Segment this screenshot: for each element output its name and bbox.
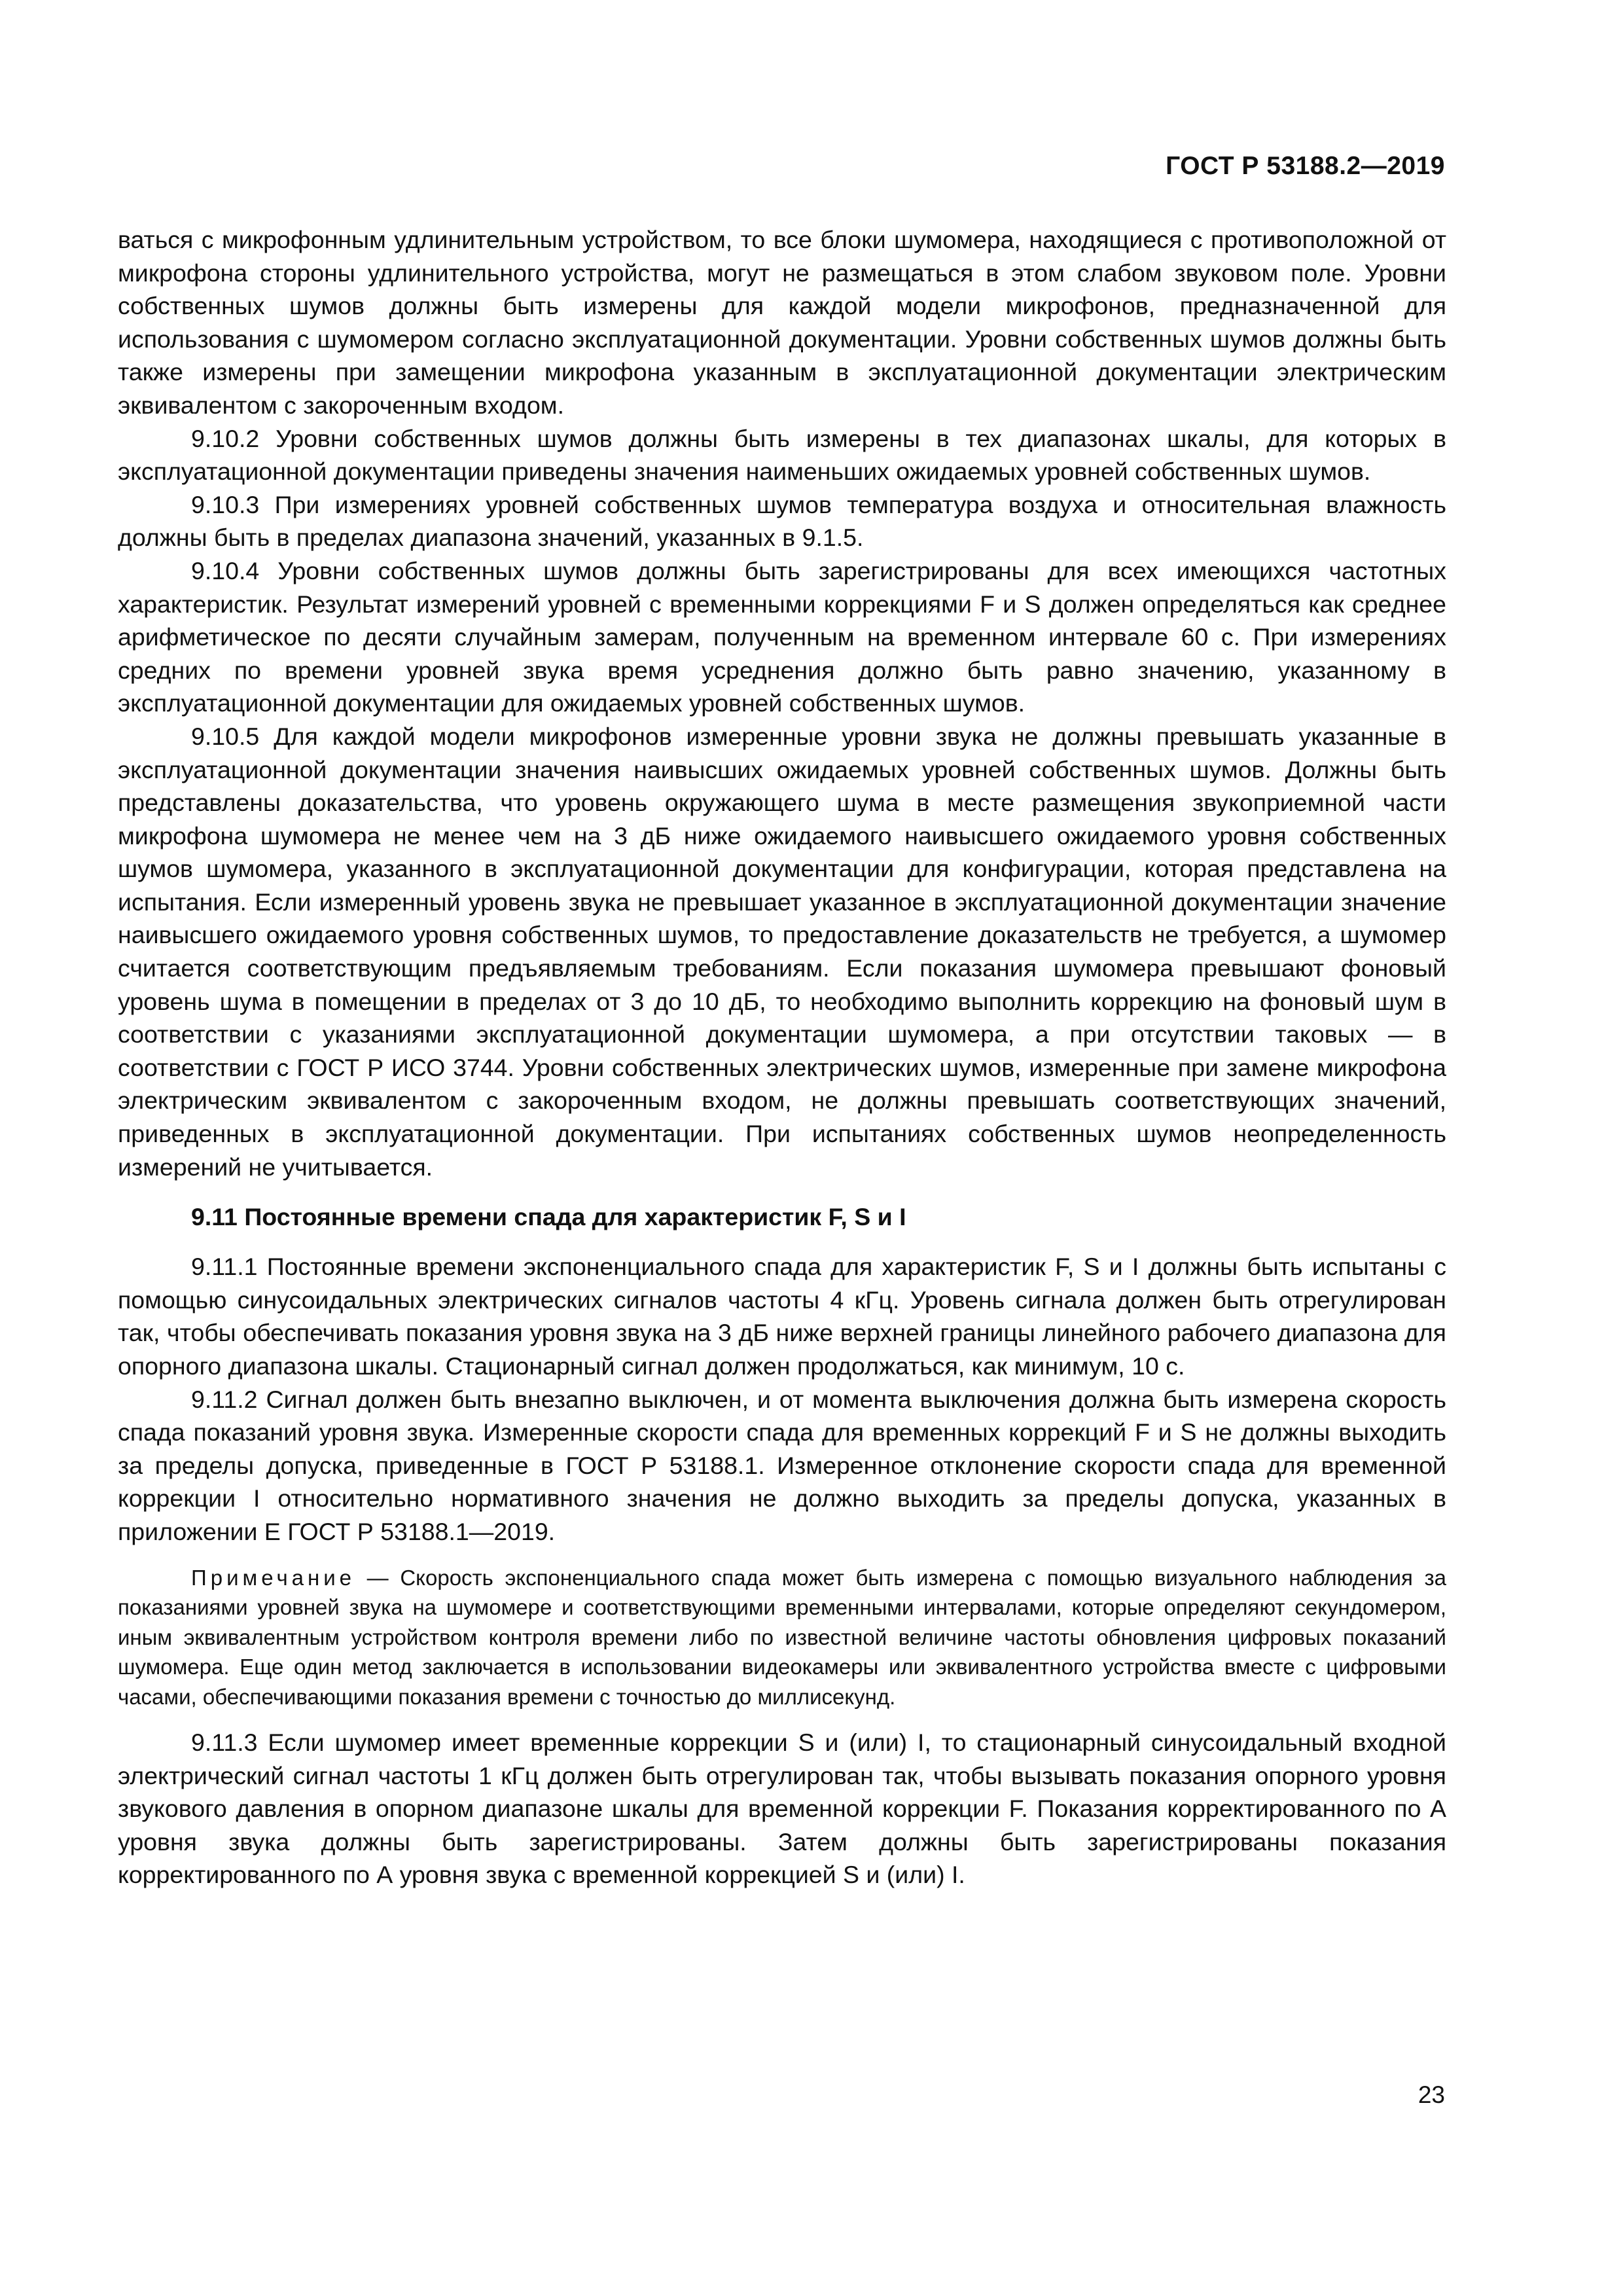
paragraph-9-10-5: 9.10.5 Для каждой модели микрофонов измеренные уровни звука не должны превышать указанные в эксплуатационной документации значения наивысших ожидаемых уровней собственных шумов. Должны быть представлены доказательства, что уровень окружающего шума в месте размещения звукоприемной части микрофона шумомера не менее чем на 3 дБ ниже ожидаемого наивысшего ожидаемого уровня собственных шумов шумомера, указанного в эксплуатационной документации для конфигурации, которая представлена на испытания. Если измеренный уровень звука не превышает указанное в эксплуатационной документации значение наивысшего ожидаемого уровня собственных шумов, то предоставление доказательств не требуется, а шумомер считается соответствующим предъявляемым требованиям. Если показания шумомера превышают фоновый уровень шума в помещении в пределах от 3 до 10 дБ, то необходимо выполнить коррекцию на фоновый шум в соответствии с указаниями эксплуатационной документации шумомера, а при отсутствии таковых — в соответствии с ГОСТ Р ИСО 3744. Уровни собственных электрических шумов, измеренные при замене микрофона электрическим эквивалентом с закороченным входом, не должны превышать соответствующих значений, приведенных в эксплуатационной документации. При испытаниях собственных шумов неопределенность измерений не учитывается.	[118, 722, 1446, 1181]
note-label: Примечание	[191, 1565, 356, 1590]
paragraph-9-10-3: 9.10.3 При измерениях уровней собственных шумов температура воздуха и относительная влажность должны быть в пределах диапазона значений, указанных в 9.1.5.	[118, 490, 1446, 552]
document-code-header: ГОСТ Р 53188.2—2019	[1166, 152, 1445, 180]
section-heading-9-11: 9.11 Постоянные времени спада для характеристик F, S и I	[191, 1203, 906, 1231]
paragraph-9-11-1: 9.11.1 Постоянные времени экспоненциального спада для характеристик F, S и I должны быть испытаны с помощью синусоидальных электрических сигналов частоты 4 кГц. Уровень сигнала должен быть отрегулирован так, чтобы обеспечивать показания уровня звука на 3 дБ ниже верхней границы линейного рабочего диапазона для опорного диапазона шкалы. Стационарный сигнал должен продолжаться, как минимум, 10 с.	[118, 1253, 1446, 1380]
note-block	[118, 1563, 1446, 1712]
document-body	[118, 223, 1446, 1892]
paragraph-9-11-3: 9.11.3 Если шумомер имеет временные коррекции S и (или) I, то стационарный синусоидальный входной электрический сигнал частоты 1 кГц должен быть отрегулирован так, чтобы вызывать показания опорного уровня звукового давления в опорном диапазоне шкалы для временной коррекции F. Показания корректированного по А уровня звука должны быть зарегистрированы. Затем должны быть зарегистрированы показания корректированного по А уровня звука с временной коррекцией S и (или) I.	[118, 1729, 1446, 1889]
paragraph-9-11-2: 9.11.2 Сигнал должен быть внезапно выключен, и от момента выключения должна быть измерена скорость спада показаний уровня звука. Измеренные скорости спада для временных коррекций F и S не должны выходить за пределы допуска, приведенные в ГОСТ Р 53188.1. Измеренное отклонение скорости спада для временной коррекции I относительно нормативного значения не должно выходить за пределы допуска, указанных в приложении Е ГОСТ Р 53188.1—2019.	[118, 1385, 1446, 1545]
paragraph-continuation: ваться с микрофонным удлинительным устройством, то все блоки шумомера, находящиеся с противоположной от микрофона стороны удлинительного устройства, могут не размещаться в этом слабом звуковом поле. Уровни собственных шумов должны быть измерены для каждой модели микрофонов, предназначенной для использования с шумомером согласно эксплуатационной документации. Уровни собственных шумов должны быть также измерены при замещении микрофона указанным в эксплуатационной документации электрическим эквивалентом с закороченным входом.	[118, 226, 1446, 419]
paragraph-9-10-2: 9.10.2 Уровни собственных шумов должны быть измерены в тех диапазонах шкалы, для которых в эксплуатационной документации приведены значения наименьших ожидаемых уровней собственных шумов.	[118, 424, 1446, 486]
note-text: — Скорость экспоненциального спада может быть измерена с помощью визуального наблюдения за показаниями уровней звука на шумомере и соответствующими временными интервалами, которые определяют секундомером, иным эквивалентным устройством контроля времени либо по известной величине частоты обновления цифровых показаний шумомера. Еще один метод заключается в использовании видеокамеры или эквивалентного устройства вместе с цифровыми часами, обеспечивающими показания времени с точностью до миллисекунд.	[118, 1565, 1446, 1709]
page-number: 23	[1418, 2081, 1445, 2108]
paragraph-9-10-4: 9.10.4 Уровни собственных шумов должны быть зарегистрированы для всех имеющихся частотных характеристик. Результат измерений уровней с временными коррекциями F и S должен определяться как среднее арифметическое по десяти случайным замерам, полученным на временном интервале 60 с. При измерениях средних по времени уровней звука время усреднения должно быть равно значению, указанному в эксплуатационной документации для ожидаемых уровней собственных шумов.	[118, 556, 1446, 717]
